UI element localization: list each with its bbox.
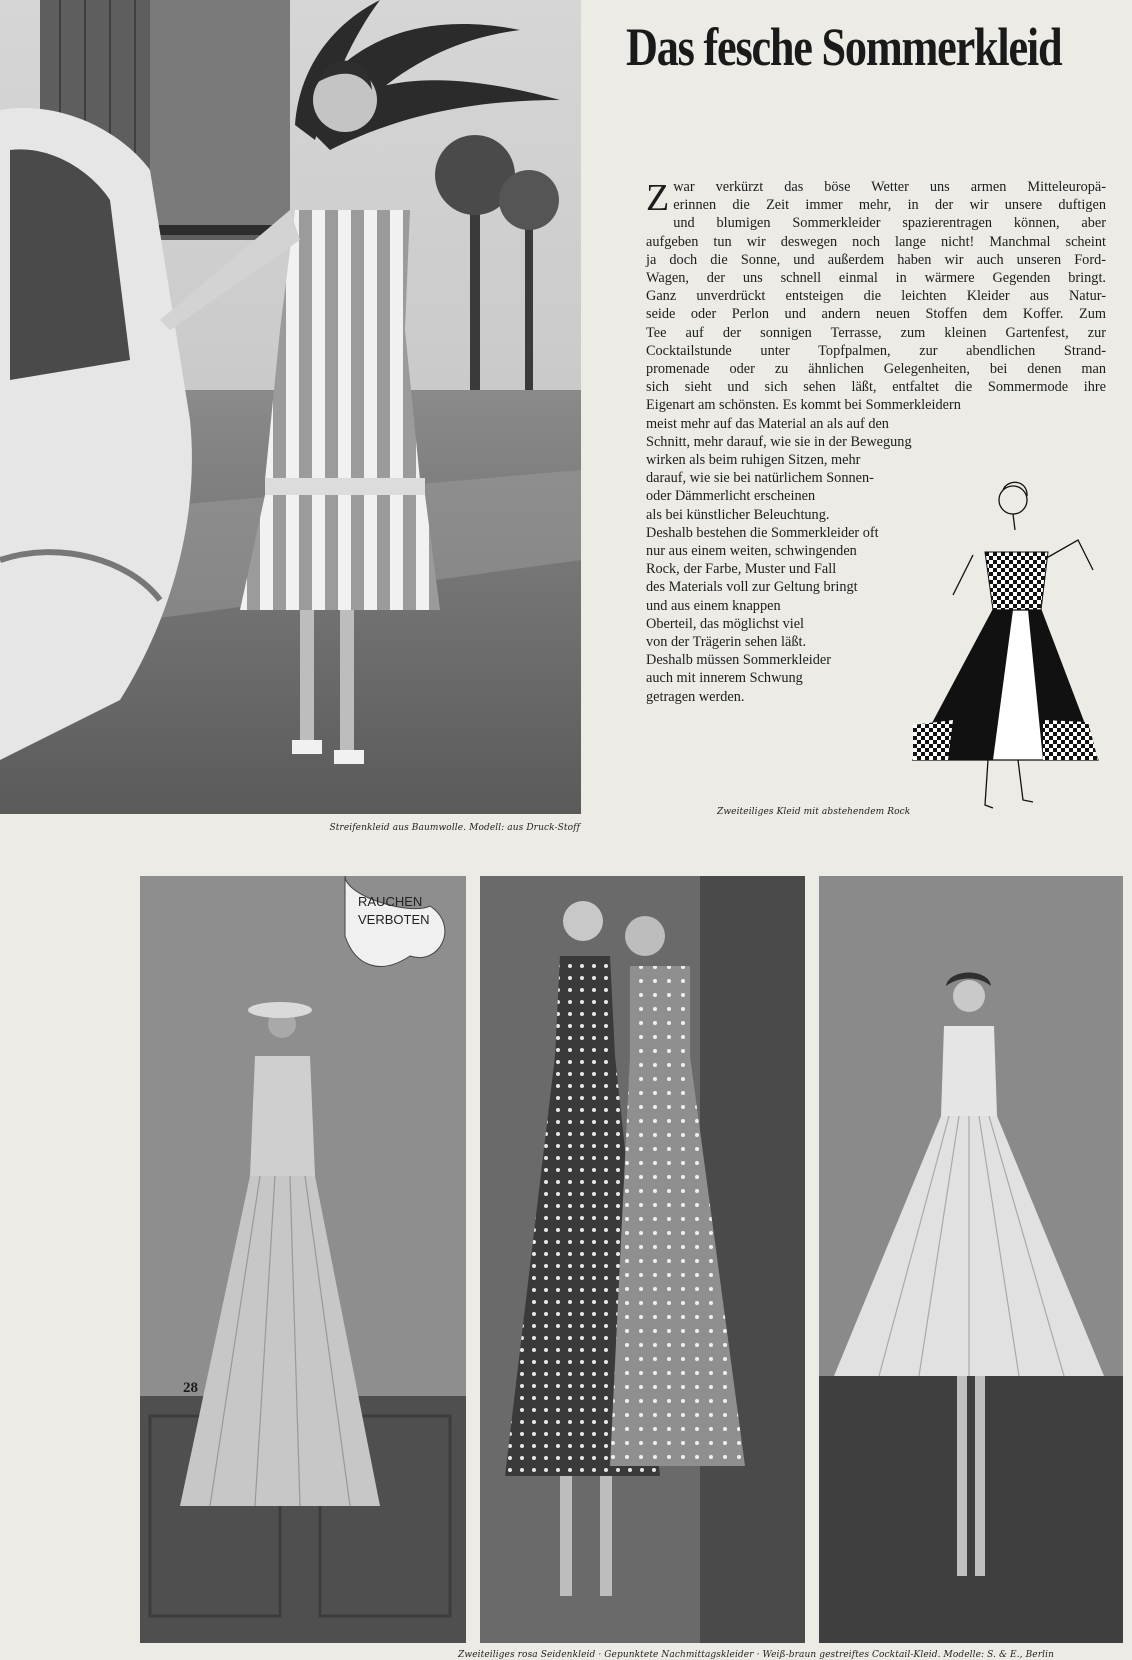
- article-line: und blumigen Sommerkleider spazierentragen können, aber: [673, 215, 1106, 232]
- article-line: Deshalb bestehen die Sommerkleider oft: [646, 524, 879, 541]
- article-line: erinnen die Zeit immer mehr, in der wir unsere duftigen: [673, 197, 1106, 214]
- article-line: sich sieht und sich sehen läßt, entfaltet die Sommermode ihre: [646, 379, 1106, 396]
- dress-sketch-illustration: [893, 460, 1115, 810]
- article-line: Rock, der Farbe, Muster und Fall: [646, 561, 837, 578]
- article-line: Schnitt, mehr darauf, wie sie in der Bewegung: [646, 433, 912, 450]
- article-line: Ganz unverdrückt entsteigen die leichten Kleider aus Natur-: [646, 288, 1106, 305]
- photo-row-caption: Zweiteiliges rosa Seidenkleid · Gepunktete Nachmittagskleider · Weiß-braun gestreiftes Cocktail-Kleid. Modelle: S. & E., Berlin: [458, 1650, 1054, 1660]
- article-line: Oberteil, das möglichst viel: [646, 615, 805, 632]
- article-line: Eigenart am schönsten. Es kommt bei Sommerkleidern: [646, 397, 961, 414]
- article-line: Wagen, der uns schnell einmal in wärmere Gegenden bringt.: [646, 270, 1106, 287]
- article-line: meist mehr auf das Material an als auf den: [646, 415, 889, 432]
- page-title: Das fesche Sommerkleid: [626, 17, 1062, 77]
- article-line: des Materials voll zur Geltung bringt: [646, 579, 858, 596]
- article-line: aufgeben tun wir deswegen noch lange nicht! Manchmal scheint: [646, 233, 1106, 250]
- article-line: ja doch die Sonne, und außerdem haben wir auch unseren Ford-: [646, 251, 1106, 268]
- article-line: auch mit innerem Schwung: [646, 670, 803, 687]
- page-number: 28: [183, 1380, 198, 1396]
- photo-polka-dot-dresses: [480, 876, 805, 1643]
- article-line: wirken als beim ruhigen Sitzen, mehr: [646, 452, 861, 469]
- article-line: Cocktailstunde unter Topfpalmen, zur abendlichen Strand-: [646, 342, 1106, 359]
- article-line: promenade oder zu ähnlichen Gelegenheiten, bei denen man: [646, 361, 1106, 378]
- drop-cap: Z: [646, 177, 670, 219]
- sign-line-2: VERBOTEN: [358, 912, 430, 927]
- hero-photo-striped-dress: [0, 0, 581, 814]
- article-line: war verkürzt das böse Wetter uns armen Mitteleuropä-: [673, 179, 1106, 195]
- article-line: darauf, wie sie bei natürlichem Sonnen-: [646, 470, 874, 487]
- hero-caption: Streifenkleid aus Baumwolle. Modell: aus Druck-Stoff: [329, 823, 580, 833]
- article-line: und aus einem knappen: [646, 597, 781, 614]
- article-line: getragen werden.: [646, 688, 745, 705]
- article-line: Tee auf der sonnigen Terrasse, zum kleinen Gartenfest, zur: [646, 324, 1106, 341]
- sign-line-1: RAUCHEN: [358, 894, 423, 909]
- photo-striped-cocktail-dress: [819, 876, 1123, 1643]
- article-line: oder Dämmerlicht erscheinen: [646, 488, 816, 505]
- article-line: von der Trägerin sehen läßt.: [646, 634, 807, 651]
- article-line: Deshalb müssen Sommerkleider: [646, 652, 832, 669]
- sketch-caption: Zweiteiliges Kleid mit abstehendem Rock: [717, 807, 911, 817]
- photo-pink-silk-dress: [140, 876, 466, 1643]
- article-line: als bei künstlicher Beleuchtung.: [646, 506, 830, 523]
- article-line: nur aus einem weiten, schwingenden: [646, 543, 857, 560]
- article-line: seide oder Perlon und andern neuen Stoffen dem Koffer. Zum: [646, 306, 1106, 323]
